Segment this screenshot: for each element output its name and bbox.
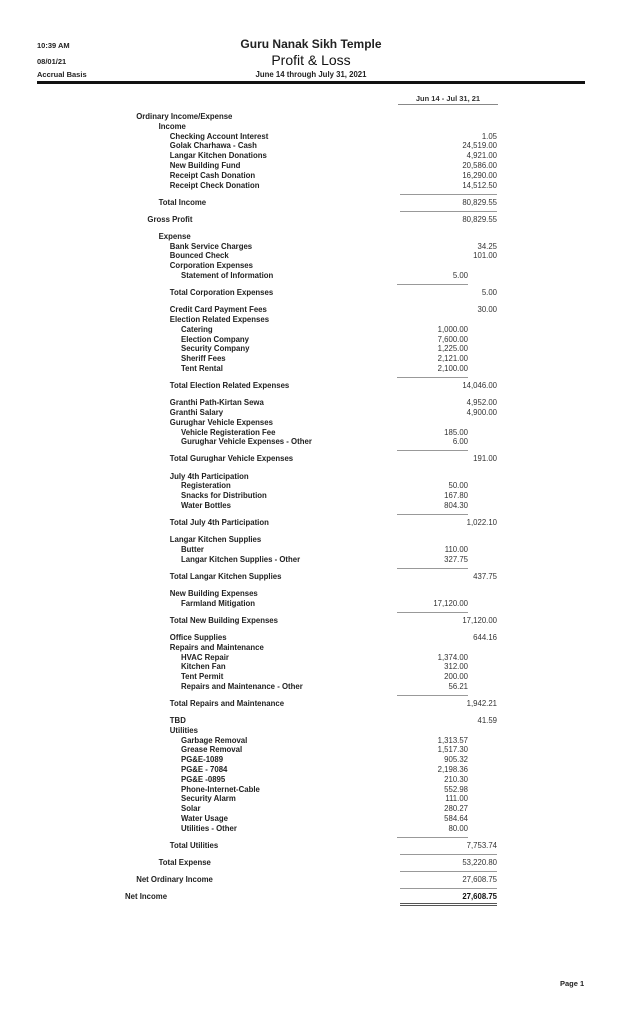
line-item-row (0, 794, 622, 804)
header-divider (37, 81, 585, 84)
row-label: Repairs and Maintenance - Other (181, 681, 303, 691)
row-amount: 27,608.75 (462, 892, 497, 902)
report-period: June 14 through July 31, 2021 (255, 70, 367, 79)
line-item-row (0, 181, 622, 191)
line-item-row (0, 251, 622, 261)
row-label: PG&E -0895 (181, 774, 226, 784)
total-row (0, 841, 622, 851)
row-label: Net Ordinary Income (136, 875, 213, 885)
row-label: Water Bottles (181, 500, 231, 510)
row-label: Golak Charhawa - Cash (169, 141, 257, 151)
row-amount: 6.00 (452, 437, 468, 447)
row-label: Granthi Path-Kirtan Sewa (169, 398, 264, 408)
line-item-row (0, 653, 622, 663)
row-label: PG&E-1089 (181, 755, 224, 765)
row-label: Registeration (181, 481, 231, 491)
subtotal-rule (397, 695, 468, 696)
line-item-row (0, 804, 622, 814)
row-amount: 101.00 (473, 251, 497, 261)
row-amount: 56.21 (448, 681, 468, 691)
row-amount: 80,829.55 (462, 197, 497, 207)
row-label: New Building Fund (169, 160, 241, 170)
row-amount: 41.59 (477, 716, 497, 726)
row-label: Office Supplies (169, 632, 227, 642)
row-label: Receipt Cash Donation (169, 170, 256, 180)
line-item-row (0, 824, 622, 834)
row-amount: 1,374.00 (437, 652, 468, 662)
row-amount: 312.00 (444, 662, 468, 672)
line-item-row (0, 335, 622, 345)
row-label: July 4th Participation (169, 471, 249, 481)
row-amount: 7,600.00 (437, 334, 468, 344)
line-item-row (0, 545, 622, 555)
row-amount: 584.64 (444, 814, 468, 824)
row-label: Election Related Expenses (169, 315, 270, 325)
total-row (0, 381, 622, 391)
row-label: Repairs and Maintenance (169, 642, 264, 652)
row-label: Langar Kitchen Supplies - Other (181, 554, 301, 564)
row-amount: 20,586.00 (462, 160, 497, 170)
row-amount: 16,290.00 (462, 170, 497, 180)
row-amount: 644.16 (473, 632, 497, 642)
subtotal-rule (397, 837, 468, 838)
row-label: Vehicle Registeration Fee (181, 427, 276, 437)
total-row (0, 198, 622, 208)
row-label: Security Company (181, 344, 250, 354)
row-amount: 437.75 (473, 571, 497, 581)
line-item-row (0, 344, 622, 354)
line-item-row (0, 755, 622, 765)
line-item-row (0, 491, 622, 501)
row-amount: 804.30 (444, 500, 468, 510)
row-label: Corporation Expenses (169, 261, 253, 271)
report-basis: Accrual Basis (37, 70, 87, 79)
row-amount: 17,120.00 (433, 598, 468, 608)
line-item-row (0, 325, 622, 335)
row-amount: 2,121.00 (437, 354, 468, 364)
row-amount: 24,519.00 (462, 141, 497, 151)
row-label: Sheriff Fees (181, 354, 226, 364)
row-label: New Building Expenses (169, 588, 258, 598)
line-item-row (0, 599, 622, 609)
row-label: Solar (181, 804, 201, 814)
report-table (0, 112, 622, 902)
total-row (0, 616, 622, 626)
subtotal-rule (397, 284, 468, 285)
row-label: Income (158, 121, 186, 131)
section-header-row (0, 472, 622, 482)
row-amount: 1,517.30 (437, 745, 468, 755)
line-item-row (0, 354, 622, 364)
row-label: Gurughar Vehicle Expenses - Other (181, 437, 312, 447)
line-item-row (0, 364, 622, 374)
row-amount: 5.00 (452, 271, 468, 281)
row-label: Election Company (181, 334, 250, 344)
column-header: Jun 14 - Jul 31, 21 (415, 94, 481, 103)
row-label: Credit Card Payment Fees (169, 305, 267, 315)
row-amount: 1,225.00 (437, 344, 468, 354)
row-amount: 53,220.80 (462, 858, 497, 868)
subtotal-rule (400, 854, 497, 855)
row-amount: 14,512.50 (462, 180, 497, 190)
row-amount: 1,942.21 (466, 699, 497, 708)
line-item-row (0, 745, 622, 755)
section-header-row (0, 726, 622, 736)
row-label: Total Income (158, 197, 207, 207)
subtotal-rule (400, 871, 497, 872)
row-label: Phone-Internet-Cable (181, 784, 260, 794)
subtotal-rule (397, 612, 468, 613)
row-label: Garbage Removal (181, 735, 248, 745)
section-header-row (0, 315, 622, 325)
line-item-row (0, 785, 622, 795)
report-time: 10:39 AM (37, 41, 70, 50)
row-amount: 34.25 (477, 241, 497, 251)
line-item-row (0, 501, 622, 511)
row-amount: 30.00 (477, 305, 497, 315)
row-amount: 4,952.00 (466, 398, 497, 408)
line-item-row (0, 814, 622, 824)
row-amount: 1,022.10 (466, 518, 497, 528)
row-amount: 280.27 (444, 804, 468, 814)
line-item-row (0, 305, 622, 315)
row-amount: 80,829.55 (462, 214, 497, 224)
line-item-row (0, 141, 622, 151)
row-label: Total New Building Expenses (169, 615, 278, 625)
row-label: Catering (181, 324, 213, 334)
row-label: Receipt Check Donation (169, 180, 260, 190)
row-label: Total Repairs and Maintenance (169, 699, 285, 708)
row-label: Total Utilities (169, 840, 219, 850)
section-header-row (0, 261, 622, 271)
row-amount: 27,608.75 (462, 875, 497, 885)
row-label: Net Income (125, 892, 168, 902)
row-label: Bounced Check (169, 251, 229, 261)
total-row (0, 454, 622, 464)
page-number: Page 1 (560, 979, 585, 988)
row-label: Langar Kitchen Supplies (169, 535, 262, 545)
section-header-row (0, 643, 622, 653)
row-label: Snacks for Distribution (181, 491, 267, 501)
row-label: Tent Permit (181, 672, 224, 682)
section-header-row (0, 112, 622, 122)
line-item-row (0, 633, 622, 643)
total-row (0, 518, 622, 528)
section-header-row (0, 122, 622, 132)
row-label: Total Gurughar Vehicle Expenses (169, 454, 294, 464)
row-amount: 552.98 (444, 784, 468, 794)
row-label: Utilities (169, 725, 198, 735)
line-item-row (0, 428, 622, 438)
row-label: PG&E - 7084 (181, 765, 228, 775)
row-amount: 17,120.00 (462, 615, 497, 625)
double-underline (400, 903, 497, 906)
subtotal-rule (400, 211, 497, 212)
section-header-row (0, 418, 622, 428)
line-item-row (0, 151, 622, 161)
row-label: Granthi Salary (169, 408, 224, 417)
row-label: Total Corporation Expenses (169, 288, 274, 298)
row-amount: 5.00 (481, 288, 497, 298)
subtotal-rule (397, 514, 468, 515)
line-item-row (0, 682, 622, 692)
line-item-row (0, 408, 622, 418)
row-label: TBD (169, 716, 186, 726)
report-title: Profit & Loss (271, 52, 351, 68)
line-item-row (0, 271, 622, 281)
row-amount: 185.00 (444, 427, 468, 437)
line-item-row (0, 765, 622, 775)
row-amount: 2,100.00 (437, 364, 468, 374)
line-item-row (0, 132, 622, 142)
subtotal-rule (397, 568, 468, 569)
row-label: Expense (158, 231, 191, 241)
report-date: 08/01/21 (37, 57, 67, 66)
total-row (0, 572, 622, 582)
line-item-row (0, 716, 622, 726)
column-header-underline (398, 104, 498, 105)
row-amount: 80.00 (448, 823, 468, 833)
row-label: Farmland Mitigation (181, 598, 256, 608)
row-amount: 905.32 (444, 755, 468, 765)
row-label: Gross Profit (147, 214, 193, 224)
row-label: Bank Service Charges (169, 241, 253, 251)
row-label: Water Usage (181, 814, 228, 824)
line-item-row (0, 161, 622, 171)
total-row (0, 875, 622, 885)
subtotal-rule (400, 888, 497, 889)
line-item-row (0, 242, 622, 252)
line-item-row (0, 481, 622, 491)
row-label: Total Election Related Expenses (169, 381, 290, 391)
row-amount: 1,313.57 (437, 735, 468, 745)
row-amount: 1.05 (481, 131, 497, 141)
row-label: Total July 4th Participation (169, 518, 269, 528)
row-amount: 4,921.00 (466, 151, 497, 161)
total-row (0, 288, 622, 298)
line-item-row (0, 171, 622, 181)
subtotal-rule (400, 194, 497, 195)
row-amount: 50.00 (448, 481, 468, 491)
row-label: Gurughar Vehicle Expenses (169, 417, 273, 427)
row-label: Kitchen Fan (181, 662, 226, 672)
line-item-row (0, 555, 622, 565)
row-label: Security Alarm (181, 794, 236, 804)
row-label: Langar Kitchen Donations (169, 151, 267, 161)
section-header-row (0, 535, 622, 545)
row-amount: 200.00 (444, 672, 468, 682)
row-label: Tent Rental (181, 364, 223, 374)
line-item-row (0, 775, 622, 785)
row-amount: 7,753.74 (466, 840, 497, 850)
row-label: Statement of Information (181, 271, 274, 281)
total-row (0, 699, 622, 709)
line-item-row (0, 736, 622, 746)
row-amount: 1,000.00 (437, 324, 468, 334)
row-amount: 167.80 (444, 491, 468, 501)
row-label: Total Expense (158, 858, 211, 868)
row-amount: 14,046.00 (462, 381, 497, 391)
line-item-row (0, 398, 622, 408)
row-label: Ordinary Income/Expense (136, 112, 233, 121)
total-row (0, 215, 622, 225)
section-header-row (0, 589, 622, 599)
row-label: Butter (181, 544, 204, 554)
row-label: Grease Removal (181, 745, 243, 755)
row-amount: 2,198.36 (437, 765, 468, 775)
row-label: Total Langar Kitchen Supplies (169, 571, 282, 581)
row-amount: 111.00 (445, 794, 468, 804)
total-row (0, 892, 622, 902)
section-header-row (0, 232, 622, 242)
row-label: HVAC Repair (181, 652, 229, 662)
row-amount: 210.30 (444, 774, 468, 784)
row-amount: 110.00 (444, 544, 468, 554)
row-amount: 327.75 (444, 554, 468, 564)
total-row (0, 858, 622, 868)
company-name: Guru Nanak Sikh Temple (240, 37, 382, 51)
line-item-row (0, 662, 622, 672)
row-amount: 4,900.00 (466, 408, 497, 417)
row-label: Checking Account Interest (169, 131, 269, 141)
row-amount: 191.00 (473, 454, 497, 464)
line-item-row (0, 672, 622, 682)
row-label: Utilities - Other (181, 823, 237, 833)
line-item-row (0, 437, 622, 447)
subtotal-rule (397, 377, 468, 378)
subtotal-rule (397, 450, 468, 451)
